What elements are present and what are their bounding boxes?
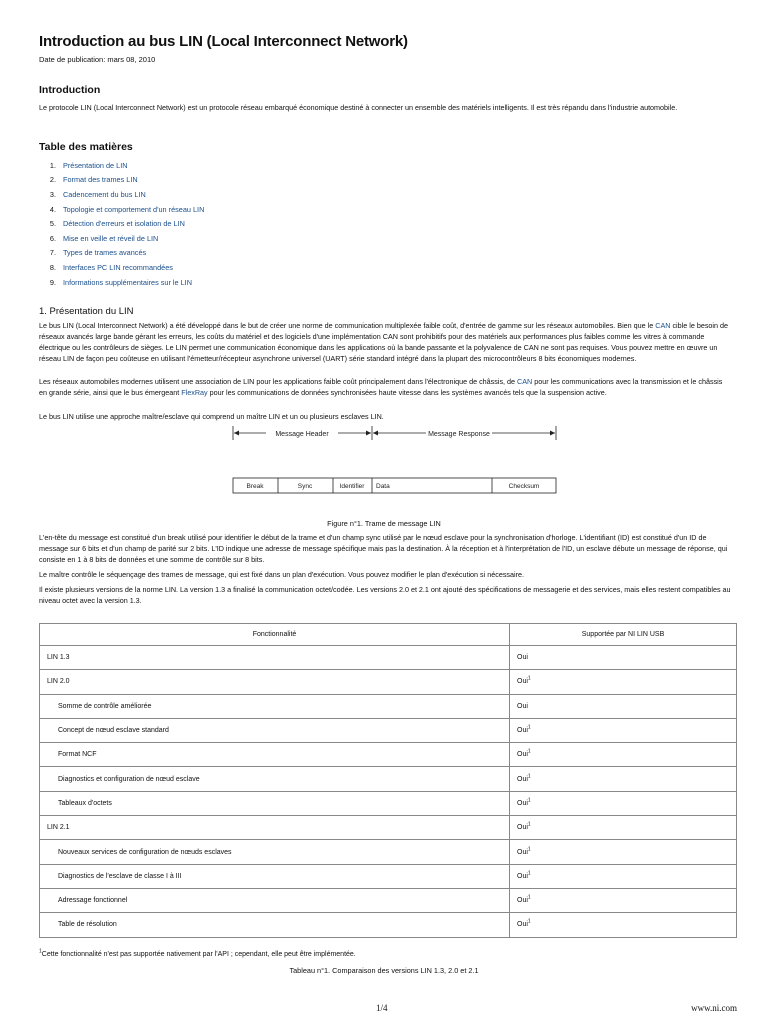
support-value: Oui: [517, 921, 528, 929]
feature-cell: Diagnostics de l'esclave de classe I à III: [40, 864, 510, 888]
support-cell: [510, 670, 737, 694]
page-title: Introduction au bus LIN (Local Interconnect Network): [39, 33, 408, 50]
toc-item[interactable]: [39, 246, 204, 261]
support-value: Oui: [517, 897, 528, 905]
support-cell: [510, 864, 737, 888]
field-identifier: Identifier: [339, 483, 365, 490]
can-link[interactable]: CAN: [655, 321, 671, 330]
feature-cell: Table de résolution: [40, 913, 510, 937]
table-row: [40, 670, 737, 694]
table-row: [40, 791, 737, 815]
feature-cell: LIN 1.3: [40, 646, 510, 670]
table-row: [40, 718, 737, 742]
toc-link[interactable]: Topologie et comportement d'un réseau LIN: [63, 204, 205, 214]
section1-heading: 1. Présentation du LIN: [39, 306, 134, 317]
footnote-mark: 1: [527, 919, 531, 926]
page-number: 1/4: [376, 1003, 388, 1013]
toc-link[interactable]: Types de trames avancés: [63, 248, 147, 258]
support-value: Oui: [517, 872, 528, 880]
support-value: Oui: [517, 751, 528, 759]
support-cell: [510, 694, 737, 718]
publication-date: Date de publication: mars 08, 2010: [39, 55, 156, 64]
table-row: [40, 743, 737, 767]
paragraph-text: Les réseaux automobiles modernes utilisent une association de LIN pour les applications faible coût principalement dans l'électronique de châssis, de: [39, 377, 518, 386]
feature-cell: LIN 2.0: [40, 670, 510, 694]
toc-link[interactable]: Format des trames LIN: [63, 175, 138, 185]
flexray-link[interactable]: FlexRay: [181, 388, 208, 397]
support-value: Oui: [517, 654, 528, 662]
support-value: Oui: [517, 848, 528, 856]
toc-item[interactable]: [39, 260, 204, 275]
table-row: [40, 767, 737, 791]
section1-paragraph-2: [39, 376, 731, 398]
support-cell: [510, 743, 737, 767]
footnote-mark: 1: [527, 676, 531, 683]
table-row: [40, 646, 737, 670]
field-sync: Sync: [297, 483, 313, 490]
toc-item[interactable]: [39, 187, 204, 202]
footnote-mark: 1: [527, 773, 531, 780]
section1-paragraph-6: Il existe plusieurs versions de la norme LIN. La version 1.3 a finalisé la communication octet/codée. Les versions 2.0 et 2.1 ont ajouté des spécifications de messagerie et des services, mais elles restent compatibles au niveau octet avec la version 1.3.: [39, 585, 731, 605]
toc-item-number: 7.: [49, 248, 56, 258]
table-row: [40, 913, 737, 937]
lin-frame-svg: [230, 418, 560, 498]
paragraph-text: pour les communications avec la transmission et le châssis en grande série, ainsi que le bus émergeant: [39, 377, 723, 397]
footnote-text: Cette fonctionnalité n'est pas supportée nativement par l'API ; cependant, elle peut être implémentée.: [41, 951, 356, 958]
footnote-mark: 1: [39, 948, 42, 955]
toc-link[interactable]: Mise en veille et réveil de LIN: [63, 233, 159, 243]
toc-link[interactable]: Cadencement du bus LIN: [63, 189, 146, 199]
footnote-mark: 1: [527, 846, 531, 853]
field-break: Break: [246, 483, 264, 490]
paragraph-text: cible le besoin de réseaux avancés large bande gérant les erreurs, les coûts du matériel et des logiciels d'une implémentation CAN sont prohibitifs pour des matériels aux performances plus faibles comme les vitres à commande électrique ou les contrôleurs de sièges. Le LIN permet une communication économique dans les applications où la bande passante et la polyvalence de CAN ne sont pas requises. Vous pouvez mettre en œuvre un réseau LIN de façon peu coûteuse en utilisant l'émetteur/récepteur asynchrone universel (UART) série standard intégré dans la plupart des microcontrôleurs 8 bits économiques modernes.: [39, 321, 728, 363]
figure-caption: Figure n°1. Trame de message LIN: [327, 519, 441, 528]
intro-paragraph: Le protocole LIN (Local Interconnect Network) est un protocole réseau embarqué économique destiné à connecter un ensemble des matériels intelligents. Il est très répandu dans l'industrie automobile.: [39, 103, 678, 112]
column-header: Supportée par NI LIN USB: [510, 624, 737, 646]
toc-item[interactable]: [39, 173, 204, 188]
message-header-label: Message Header: [275, 431, 329, 438]
toc-item-number: 5.: [49, 219, 56, 229]
arrowhead-icon: [373, 431, 378, 436]
support-cell: [510, 840, 737, 864]
support-value: Oui: [517, 678, 528, 686]
feature-cell: Adressage fonctionnel: [40, 888, 510, 912]
site-url: www.ni.com: [691, 1003, 737, 1013]
toc-item-number: 2.: [49, 175, 56, 185]
toc-item[interactable]: [39, 202, 204, 217]
paragraph-text: Le bus LIN (Local Interconnect Network) a été développé dans le but de créer une norme de communication multiplexée faible coût, d'entrée de gamme sur les réseaux automobiles. Bien que le: [39, 321, 656, 330]
toc-item[interactable]: [39, 275, 204, 290]
field-data: Data: [376, 483, 390, 490]
footnote-mark: 1: [527, 749, 531, 755]
toc-item[interactable]: [39, 231, 204, 246]
table-row: [40, 864, 737, 888]
support-value: Oui: [517, 727, 528, 735]
arrowhead-icon: [234, 431, 239, 436]
toc-link[interactable]: Détection d'erreurs et isolation de LIN: [63, 219, 185, 229]
feature-cell: Diagnostics et configuration de nœud esclave: [40, 767, 510, 791]
lin-frame-diagram: [230, 418, 560, 498]
footnote: [39, 948, 356, 958]
section1-paragraph-3: Le bus LIN utilise une approche maître/esclave qui comprend un maître LIN et un ou plusieurs esclaves LIN.: [39, 412, 384, 421]
column-header: Fonctionnalité: [40, 624, 510, 646]
support-value: Oui: [517, 775, 528, 783]
paragraph-text: pour les communications de données synchronisées haute vitesse dans les systèmes avancés tels que la suspension active.: [207, 388, 607, 397]
table-of-contents: [39, 158, 204, 289]
table-row: [40, 888, 737, 912]
field-checksum: Checksum: [508, 483, 540, 490]
toc-item-number: 9.: [49, 277, 56, 287]
toc-item-number: 6.: [49, 233, 56, 243]
table-row: [40, 840, 737, 864]
arrowhead-icon: [550, 431, 555, 436]
toc-item-number: 8.: [49, 262, 56, 272]
toc-link[interactable]: Présentation de LIN: [63, 160, 128, 170]
toc-link[interactable]: Informations supplémentaires sur le LIN: [63, 277, 192, 287]
intro-heading: Introduction: [39, 84, 101, 96]
support-cell: [510, 718, 737, 742]
feature-cell: Concept de nœud esclave standard: [40, 718, 510, 742]
toc-link[interactable]: Interfaces PC LIN recommandées: [63, 262, 173, 272]
footnote-mark: 1: [527, 821, 531, 828]
section1-paragraph-1: [39, 320, 731, 364]
feature-cell: Somme de contrôle améliorée: [40, 694, 510, 718]
toc-item-number: 4.: [49, 204, 56, 214]
toc-item[interactable]: [39, 216, 204, 231]
support-cell: [510, 791, 737, 815]
toc-heading: Table des matières: [39, 141, 133, 153]
table-row: [40, 694, 737, 718]
support-cell: [510, 913, 737, 937]
feature-cell: Nouveaux services de configuration de nœuds esclaves: [40, 840, 510, 864]
feature-cell: LIN 2.1: [40, 816, 510, 840]
support-value: Oui: [517, 799, 528, 807]
can-link[interactable]: CAN: [517, 377, 533, 386]
toc-item-number: 3.: [49, 189, 56, 199]
frame-fields-box: [233, 478, 556, 493]
table-header-row: [40, 624, 737, 646]
support-cell: [510, 888, 737, 912]
support-value: Oui: [517, 824, 528, 832]
support-cell: [510, 767, 737, 791]
feature-cell: Format NCF: [40, 743, 510, 767]
table-caption: Tableau n°1. Comparaison des versions LIN 1.3, 2.0 et 2.1: [289, 966, 479, 975]
toc-item-number: 1.: [49, 160, 56, 170]
section1-paragraph-5: Le maître contrôle le séquençage des trames de message, qui est fixé dans un plan d'exécution. Vous pouvez modifier le plan d'exécution si nécessaire.: [39, 570, 524, 579]
support-value: Oui: [517, 702, 528, 710]
table-row: [40, 816, 737, 840]
support-cell: [510, 646, 737, 670]
support-cell: [510, 816, 737, 840]
lin-versions-table: [39, 623, 737, 938]
footnote-mark: 1: [527, 724, 531, 731]
feature-cell: Tableaux d'octets: [40, 791, 510, 815]
footnote-mark: 1: [527, 894, 531, 901]
toc-item[interactable]: [39, 158, 204, 173]
arrowhead-icon: [366, 431, 371, 436]
footnote-mark: 1: [527, 797, 531, 804]
message-response-label: Message Response: [428, 431, 490, 438]
section1-paragraph-4: L'en-tête du message est constitué d'un break utilisé pour identifier le début de la trame et d'un champ sync utilisé par le nœud esclave pour la synchronisation d'horloge. L'identifiant (ID) est constitué d'un ID de message sur 6 bits et d'un champ de parité sur 2 bits. L'ID indique une adresse de message spécifique mais pas la destination. À la réception et à l'interprétation de l'ID, un esclave débute un message de réponse, qui consiste en 1 à 8 bits de données et une somme de contrôle sur 8 bits.: [39, 533, 728, 564]
footnote-mark: 1: [527, 870, 531, 877]
